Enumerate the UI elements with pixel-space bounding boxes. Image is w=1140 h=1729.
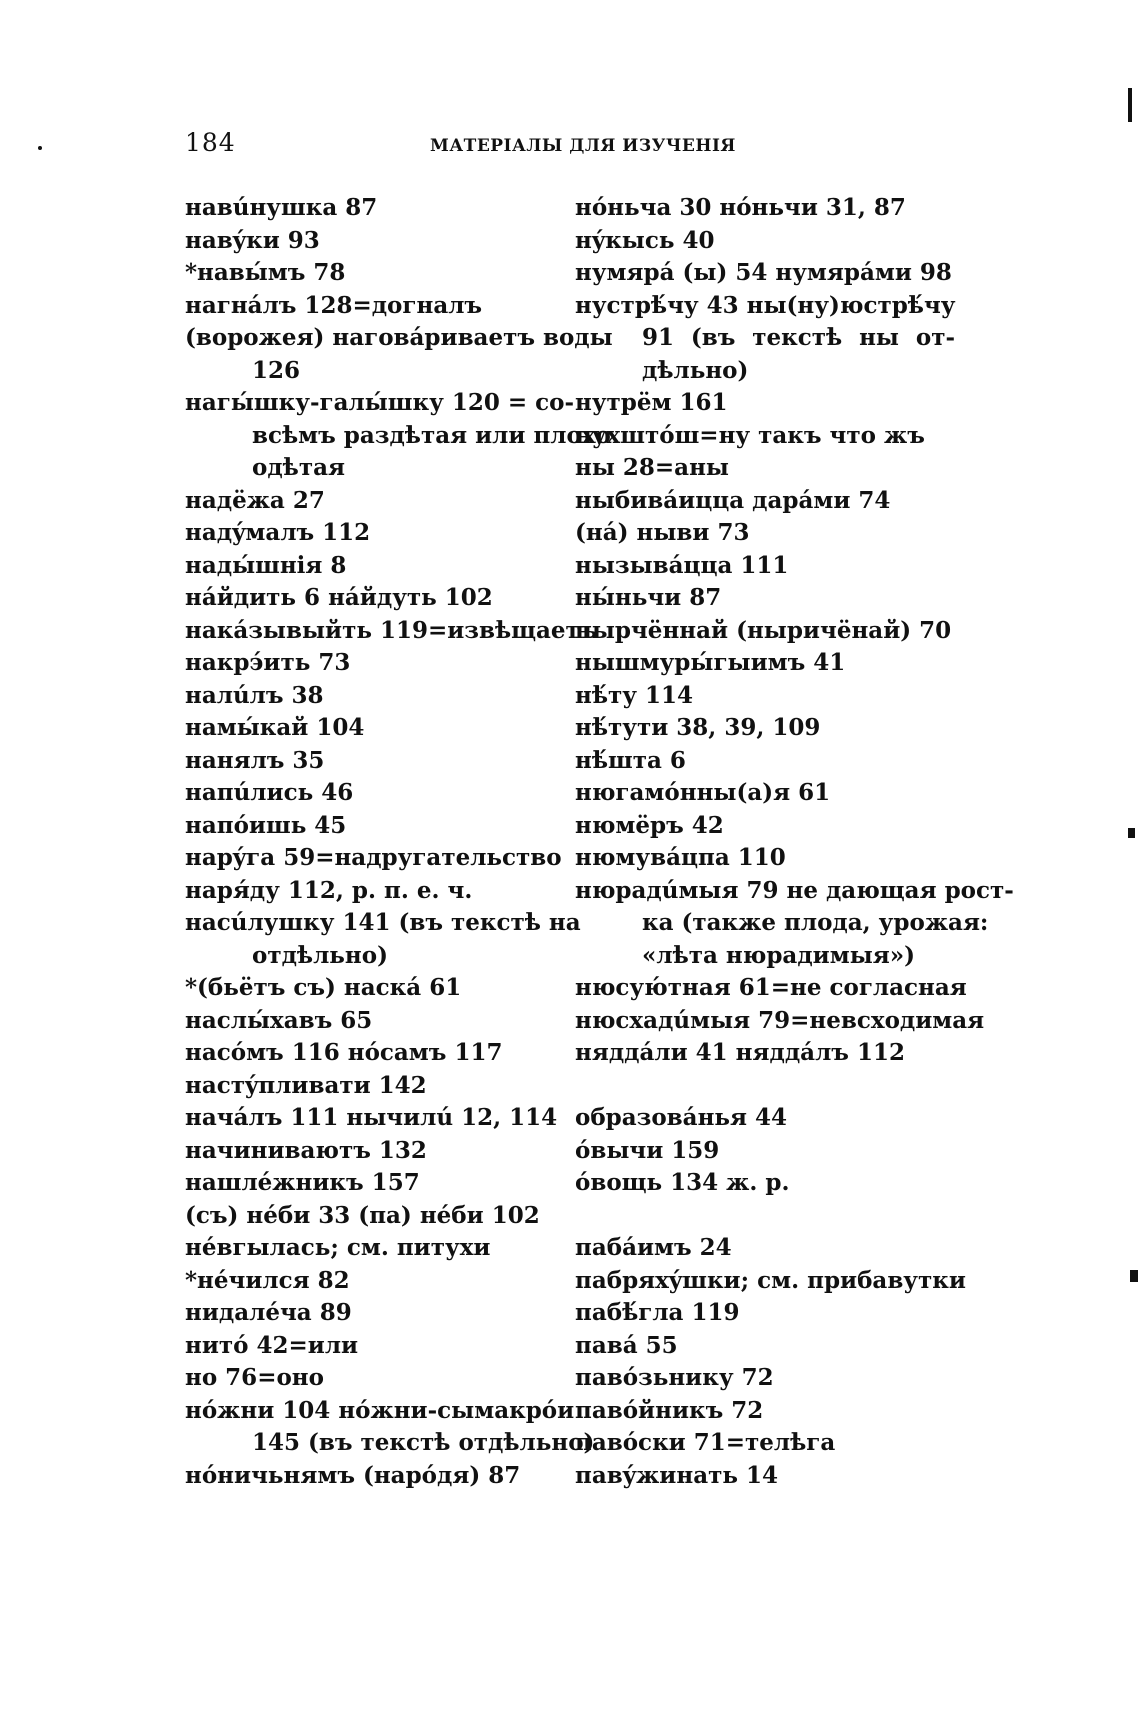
index-entry-line: накáзывыйть 119=извѣщаетъ — [185, 616, 598, 644]
index-entry-line: насúлушку 141 (въ текстѣ на — [185, 909, 581, 936]
index-entry-line: няддáли 41 няддáлъ 112 — [575, 1039, 905, 1066]
index-entry-line: отдѣльно) — [252, 941, 388, 969]
index-entry-line: *(бьётъ съ) наскá 61 — [185, 974, 462, 1001]
index-entry-line: нюсхадúмыя 79=невсходимая — [575, 1006, 985, 1034]
index-entry-line: нýкысь 40 — [575, 226, 715, 254]
index-entry-line: нюсую́тная 61=не согласная — [575, 974, 967, 1001]
index-entry-line: *нéчился 82 — [185, 1266, 350, 1294]
index-entry-line: наслы́хавъ 65 — [185, 1006, 373, 1034]
index-entry-line: óвощь 134 ж. р. — [575, 1169, 790, 1196]
index-entry-line: нумярá (ы) 54 нумярáми 98 — [575, 259, 952, 286]
index-entry-line: ка (также плода, урожая: — [642, 909, 989, 936]
index-entry-line: наря́ду 112, р. п. е. ч. — [185, 876, 473, 904]
index-entry-line: начáлъ 111 нычилú 12, 114 — [185, 1104, 558, 1131]
page-number: 184 — [185, 128, 236, 157]
index-entry-line: нызывáцца 111 — [575, 551, 789, 579]
blank-line — [575, 1070, 955, 1103]
index-entry-line: нюрадúмыя 79 не дающая рост- — [575, 876, 1014, 904]
index-entry-line: óвычи 159 — [575, 1136, 720, 1164]
index-entry-line: налúлъ 38 — [185, 681, 324, 709]
index-entry-line: ны́ньчи 87 — [575, 584, 722, 611]
index-entry-line: нутрём 161 — [575, 389, 728, 416]
index-entry-line: нырчённай (ныричёнай) 70 — [575, 616, 952, 644]
index-entry-line: пабѣ́гла 119 — [575, 1299, 740, 1326]
index-entry-line: нустрѣ́чу 43 ны(ну)юстрѣ́чу — [575, 291, 956, 319]
index-entry-line: (нá) ныви 73 — [575, 519, 750, 546]
index-entry-line: нéвгылась; см. питухи — [185, 1234, 491, 1261]
blank-line — [575, 1200, 955, 1233]
index-entry-line: нидалéча 89 — [185, 1299, 352, 1326]
index-entry-line: но 76=оно — [185, 1364, 324, 1391]
index-entry-line: 145 (въ текстѣ отдѣльно) — [252, 1429, 595, 1456]
index-entry-line: нѣ́тути 38, 39, 109 — [575, 714, 821, 741]
index-entry-line: напóишь 45 — [185, 811, 347, 839]
index-entry-line: пабряхýшки; см. прибавутки — [575, 1266, 966, 1294]
index-entry-line: павóзьнику 72 — [575, 1364, 774, 1391]
index-entry-line: павóйникъ 72 — [575, 1396, 764, 1424]
index-entry-line: надýмалъ 112 — [185, 519, 371, 546]
index-entry-line: нитó 42=или — [185, 1331, 359, 1359]
index-entry-line: нашлéжникъ 157 — [185, 1169, 420, 1196]
index-entry-line: «лѣта нюрадимыя») — [642, 941, 916, 969]
index-entry-line: нóньча 30 нóньчи 31, 87 — [575, 194, 906, 221]
index-entry-line: одѣтая — [252, 454, 345, 481]
index-entry-line: нышмуры́гыимъ 41 — [575, 649, 846, 676]
margin-mark — [1128, 828, 1135, 838]
index-entry-line: нухштóш=ну такъ что жъ — [575, 421, 925, 449]
index-entry-line: накрэ́ить 73 — [185, 649, 351, 676]
index-entry-line: нанялъ 35 — [185, 746, 325, 774]
margin-dot — [38, 146, 42, 150]
index-entry-line: (ворожея) наговáриваетъ воды — [185, 324, 613, 351]
index-entry-line: нѣ́шта 6 — [575, 746, 686, 774]
index-entry-line: 91 (въ текстѣ ны от- — [642, 324, 955, 351]
index-entry-line: насóмъ 116 нóсамъ 117 — [185, 1039, 503, 1066]
index-entry-line: павóски 71=телѣга — [575, 1429, 836, 1456]
index-entry-line: образовáнья 44 — [575, 1104, 788, 1131]
index-entry-line: надёжа 27 — [185, 486, 325, 514]
index-entry-line: навýки 93 — [185, 226, 320, 254]
index-entry-line: нады́шнія 8 — [185, 551, 347, 579]
index-entry-line: павá 55 — [575, 1331, 678, 1359]
left-column — [185, 192, 613, 1492]
index-entry-line: навúнушка 87 — [185, 194, 378, 221]
index-entry-line: нагнáлъ 128=догналъ — [185, 291, 483, 319]
index-entry-line: нагы́шку-галы́шку 120 = со- — [185, 389, 575, 416]
index-entry-line: павýжинать 14 — [575, 1461, 778, 1489]
index-entry-line: нáйдить 6 нáйдуть 102 — [185, 584, 493, 611]
index-entry-line: нѣ́ту 114 — [575, 681, 693, 709]
index-entry-line: (съ) нéби 33 (па) нéби 102 — [185, 1201, 540, 1229]
index-entry-line: пабáимъ 24 — [575, 1234, 732, 1261]
index-entry-line: начиниваютъ 132 — [185, 1136, 427, 1164]
index-entry-line: 126 — [252, 356, 301, 384]
index-entry-line: дѣльно) — [642, 356, 749, 384]
index-entry-line: намы́кай 104 — [185, 714, 365, 741]
right-column — [575, 192, 1014, 1492]
index-entry-line: всѣмъ раздѣтая или плохо — [252, 421, 611, 449]
running-head: МАТЕРІАЛЫ ДЛЯ ИЗУЧЕНІЯ — [430, 136, 736, 156]
index-entry-line: нюгамóнны(а)я 61 — [575, 779, 831, 806]
index-entry-line: настýпливати 142 — [185, 1071, 427, 1099]
index-entry-line: напúлись 46 — [185, 779, 354, 806]
index-entry-line: ны 28=аны — [575, 454, 729, 481]
index-entry-line: нóжни 104 нóжни-сымакрóи — [185, 1396, 575, 1424]
index-entry-line: нарýга 59=надругательство — [185, 844, 562, 871]
margin-mark — [1130, 1270, 1138, 1282]
index-entry-line: нюмувáцпа 110 — [575, 844, 786, 871]
index-entry-line: *навы́мъ 78 — [185, 259, 346, 286]
index-entry-line: ныбивáицца дарáми 74 — [575, 486, 891, 514]
margin-mark — [1128, 88, 1132, 122]
index-entry-line: нюмёръ 42 — [575, 811, 724, 839]
index-entry-line: нóничьнямъ (нарóдя) 87 — [185, 1461, 521, 1489]
